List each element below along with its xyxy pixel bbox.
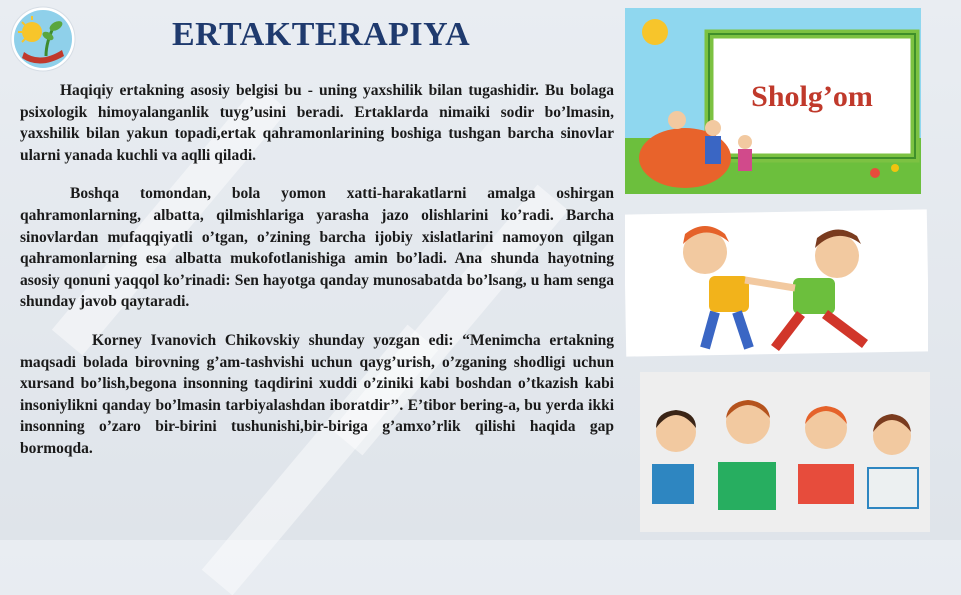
logo-icon <box>10 6 76 72</box>
body-text <box>20 80 614 477</box>
sign-text: Sholg’om <box>751 80 873 113</box>
paragraph: Korney Ivanovich Chikovskiy shunday yozgan edi: “Menimcha ertakning maqsadi bolada birovning g’am-tashvishi uchun qayg’urish, o’zganing shodligi uchun xursand bo’lish,begona insonning taqdirini xuddi o’ziniki kabi boshdan o’tkazish kabi insoniylikni qanday bo’lmasin tarbiyalashdan iboratdir’’. E’tibor bering-a, bu yerda ikki insonning o’zaro bir-birini tushunishi,bir-biriga g’amxo’rlik qilishi haqida gap bormoqda. <box>20 331 614 457</box>
fairy-tale-image <box>625 8 921 194</box>
page-title: ERTAKTERAPIYA <box>172 16 471 53</box>
reading-children-image <box>640 372 930 532</box>
paragraph: Haqiqiy ertakning asosiy belgisi bu - uning yaxshilik bilan tugashidir. Bu bolaga psixologik himoyalanganlik tuyg’usini beradi. Ertaklarda nimaiki sodir bo’lmasin, yaxshilik bilan yakun topadi,ertak qahramonlarining boshiga tushgan barcha sinovlar ularni yanada kuchli va aqlli qiladi. <box>20 82 614 164</box>
fighting-boys-image <box>625 208 928 358</box>
paragraph: Boshqa tomondan, bola yomon xatti-harakatlarni amalga oshirgan qahramonlarning, albatta, qilmishlariga yarasha jazo olishlarini ko’radi. Barcha sinovlardan mufaqqiyatli o’tgan, o’zining barcha ijobiy xislatlarini namoyon qilgan qahramonlarning esa albatta mukofotlanishiga amin bo’ladi. Ana shunda hayotning asosiy qonuni yaqqol ko’rinadi: Sen hayotga qanday munosabatda bo’lsang, u ham senga shunday javob qaytaradi. <box>20 185 614 311</box>
